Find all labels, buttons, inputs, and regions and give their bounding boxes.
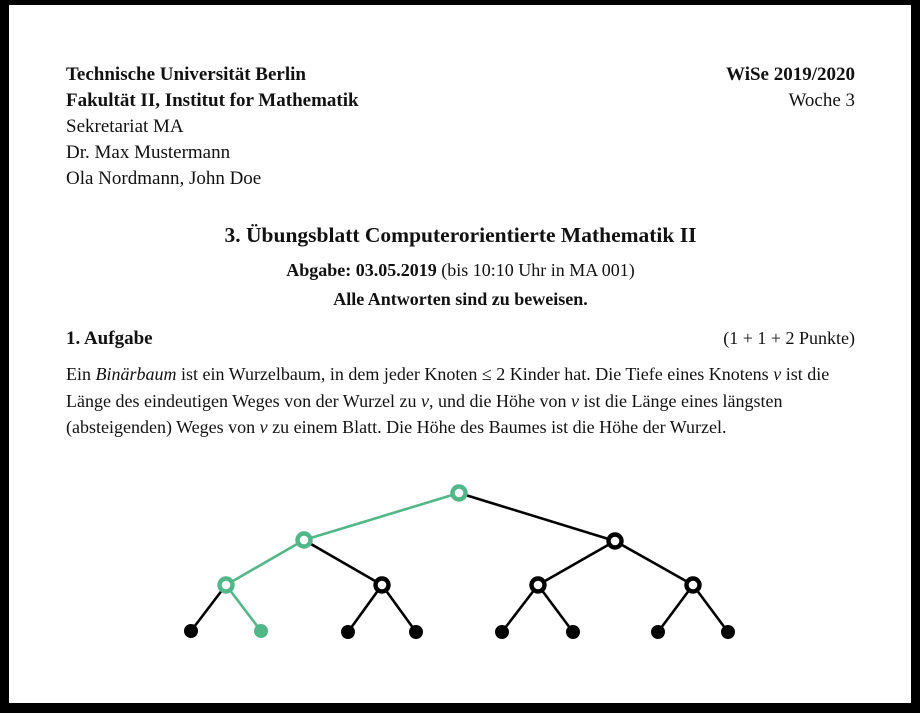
deadline-details: (bis 10:10 Uhr in MA 001)	[436, 260, 635, 280]
tree-edge-rl-rll	[502, 585, 538, 632]
tree-node-rlr	[566, 625, 580, 639]
tree-node-l	[298, 534, 311, 547]
tree-edge-root-l	[304, 493, 459, 540]
tree-edge-r-rl	[538, 541, 615, 585]
deadline-date: Abgabe: 03.05.2019	[286, 260, 437, 280]
header-line: WiSe 2019/2020	[726, 64, 855, 85]
tree-node-rrl	[651, 625, 665, 639]
text-segment: zu einem Blatt. Die Höhe des Baumes ist die Höhe der Wurzel.	[267, 417, 727, 437]
tree-edge-root-r	[459, 493, 615, 541]
exercise-points: (1 + 1 + 2 Punkte)	[723, 328, 855, 348]
tree-edge-l-ll	[226, 540, 304, 585]
sheet-title: 3. Übungsblatt Computerorientierte Mathematik II	[224, 223, 697, 247]
title-block	[66, 220, 855, 313]
italic-term: v	[773, 364, 782, 384]
tree-node-rll	[495, 625, 509, 639]
tree-edge-r-rr	[615, 541, 693, 585]
italic-term: v	[421, 390, 430, 411]
text-segment: Ein	[66, 364, 96, 384]
text-segment: ist die Länge des eindeutigen Weges von der Wurzel zu	[66, 364, 830, 411]
note-line: Alle Antworten sind zu beweisen.	[333, 289, 588, 309]
header-line: Fakultät II, Institut for Mathematik	[66, 90, 359, 111]
header-line: Sekretariat MA	[66, 116, 184, 137]
document-header	[66, 62, 855, 192]
tree-edge-rl-rlr	[538, 585, 573, 632]
document-page	[9, 5, 911, 703]
text-segment: , und die Höhe von	[429, 390, 572, 411]
italic-term: v	[571, 390, 580, 411]
tree-node-rrr	[721, 625, 735, 639]
tree-node-llr	[254, 624, 268, 638]
tree-node-ll	[220, 579, 233, 592]
italic-term: v	[259, 417, 268, 437]
exercise-label: 1. Aufgabe	[66, 328, 153, 349]
tree-edge-rr-rrl	[658, 585, 693, 632]
header-line: Technische Universität Berlin	[66, 64, 306, 85]
document-content	[9, 5, 911, 441]
header-right-block	[726, 62, 855, 192]
header-line: Ola Nordmann, John Doe	[66, 168, 262, 189]
binary-tree-figure	[9, 465, 911, 698]
header-line: Dr. Max Mustermann	[66, 142, 231, 163]
tree-node-rl	[532, 579, 545, 592]
tree-edge-lr-lrr	[382, 585, 416, 632]
tree-edge-lr-lrl	[348, 585, 382, 632]
tree-node-root	[453, 487, 466, 500]
tree-node-r	[609, 535, 622, 548]
text-segment: ist ein Wurzelbaum, in dem jeder Knoten ≤ 2 Kinder hat. Die Tiefe eines Knotens	[176, 364, 774, 384]
tree-node-lll	[184, 624, 198, 638]
exercise-paragraph	[66, 361, 859, 441]
exercise-heading-row	[66, 325, 855, 352]
deadline-line	[66, 257, 855, 284]
tree-edge-rr-rrr	[693, 585, 728, 632]
tree-node-lrl	[341, 625, 355, 639]
tree-node-lr	[376, 579, 389, 592]
text-segment: ist die Länge eines längsten (absteigenden) Weges von	[66, 390, 783, 437]
header-line: Woche 3	[788, 90, 855, 111]
header-left-block	[66, 62, 359, 192]
tree-node-rr	[687, 579, 700, 592]
tree-edge-l-lr	[304, 540, 382, 585]
italic-term: Binärbaum	[95, 364, 177, 384]
tree-node-lrr	[409, 625, 423, 639]
